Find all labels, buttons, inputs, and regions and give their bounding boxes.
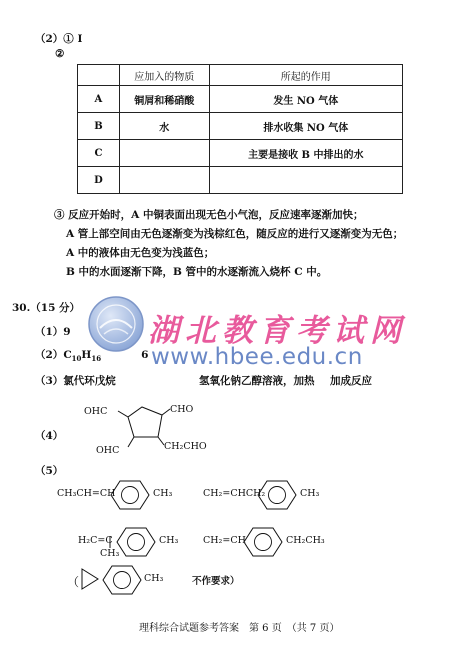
row-function bbox=[209, 167, 402, 194]
s3-substituent: CH₃ bbox=[100, 548, 120, 559]
group-ch2cho: CH₂CHO bbox=[164, 441, 207, 452]
row-label: B bbox=[78, 113, 120, 140]
q30-part2-prefix: （2） bbox=[35, 349, 64, 361]
watermark-site-url: www.hbee.edu.cn bbox=[151, 344, 363, 370]
formula-h: H bbox=[81, 349, 92, 361]
q30-part2 bbox=[35, 347, 148, 363]
q29-circle2-label: ② bbox=[55, 48, 65, 60]
cyclopropyl-ring-icon bbox=[78, 565, 102, 593]
row-substance: 铜屑和稀硝酸 bbox=[119, 86, 209, 113]
group-ohc-top: OHC bbox=[84, 406, 108, 417]
row-substance: 水 bbox=[119, 113, 209, 140]
row-label: C bbox=[78, 140, 120, 167]
s5-right-group: CH₃ bbox=[144, 573, 164, 584]
q30-part3-reaction-type: 加成反应 bbox=[330, 375, 372, 387]
s3-left-group: H₂C=C bbox=[78, 535, 113, 546]
benzene-ring-icon bbox=[109, 477, 151, 513]
observation-line: B 中的水面逐渐下降，B 管中的水逐渐流入烧杯 C 中。 bbox=[66, 266, 328, 278]
q30-part5-label: （5） bbox=[35, 465, 64, 477]
formula-c-subscript: 10 bbox=[71, 354, 82, 364]
q30-part1: （1）9 bbox=[35, 326, 71, 338]
s3-right-group: CH₃ bbox=[159, 535, 179, 546]
row-substance bbox=[119, 140, 209, 167]
watermark-logo-icon bbox=[86, 294, 146, 354]
table-header-cell: 所起的作用 bbox=[209, 65, 402, 86]
watermark-site-name: 湖北教育考试网 bbox=[148, 313, 407, 349]
s5-note: 不作要求） bbox=[192, 576, 240, 587]
formula-c: C bbox=[63, 349, 72, 361]
benzene-ring-icon bbox=[256, 477, 298, 513]
s1-left-group: CH₃CH=CH bbox=[57, 488, 116, 499]
benzene-ring-icon bbox=[115, 524, 157, 560]
q29-part2-label: （2）① Ⅰ bbox=[35, 33, 83, 45]
observation-line: A 中的液体由无色变为浅蓝色； bbox=[66, 247, 215, 259]
bond-line-icon bbox=[107, 535, 113, 549]
s5-open-paren: （ bbox=[67, 575, 80, 589]
table-header-cell bbox=[78, 65, 120, 86]
q30-part3-conditions: 氢氧化钠乙醇溶液，加热 bbox=[199, 375, 315, 387]
s1-right-group: CH₃ bbox=[153, 488, 173, 499]
formula-h-subscript: 16 bbox=[91, 354, 102, 364]
table-row bbox=[78, 167, 403, 194]
q30-part2-answer: 6 bbox=[141, 349, 149, 361]
s4-left-group: CH₂=CH bbox=[203, 535, 246, 546]
benzene-ring-icon bbox=[242, 524, 284, 560]
benzene-ring-icon bbox=[101, 562, 143, 598]
s2-left-group: CH₂=CHCH₂ bbox=[203, 488, 266, 499]
table-header-row bbox=[78, 65, 403, 86]
q30-part3-reactant: （3）氯代环戊烷 bbox=[35, 375, 116, 387]
s4-right-group: CH₂CH₃ bbox=[286, 535, 325, 546]
observation-line: ③ 反应开始时，A 中铜表面出现无色小气泡，反应速率逐渐加快； bbox=[54, 209, 364, 221]
q30-header: 30.（15 分） bbox=[12, 302, 81, 314]
row-label: A bbox=[78, 86, 120, 113]
observation-line: A 管上部空间由无色逐渐变为浅棕红色，随反应的进行又逐渐变为无色； bbox=[66, 228, 404, 240]
row-function: 排水收集 NO 气体 bbox=[209, 113, 402, 140]
s2-right-group: CH₃ bbox=[300, 488, 320, 499]
table-row bbox=[78, 140, 403, 167]
group-ohc-bottom: OHC bbox=[96, 445, 120, 456]
answer-table bbox=[77, 64, 403, 194]
table-header-cell: 应加入的物质 bbox=[119, 65, 209, 86]
row-substance bbox=[119, 167, 209, 194]
row-function: 发生 NO 气体 bbox=[209, 86, 402, 113]
row-label: D bbox=[78, 167, 120, 194]
group-cho: CHO bbox=[170, 404, 194, 415]
table-row bbox=[78, 113, 403, 140]
q30-part4-label: （4） bbox=[35, 430, 64, 442]
table-row bbox=[78, 86, 403, 113]
page-footer: 理科综合试题参考答案 第 6 页 （共 7 页） bbox=[139, 623, 340, 634]
row-function: 主要是接收 B 中排出的水 bbox=[209, 140, 402, 167]
